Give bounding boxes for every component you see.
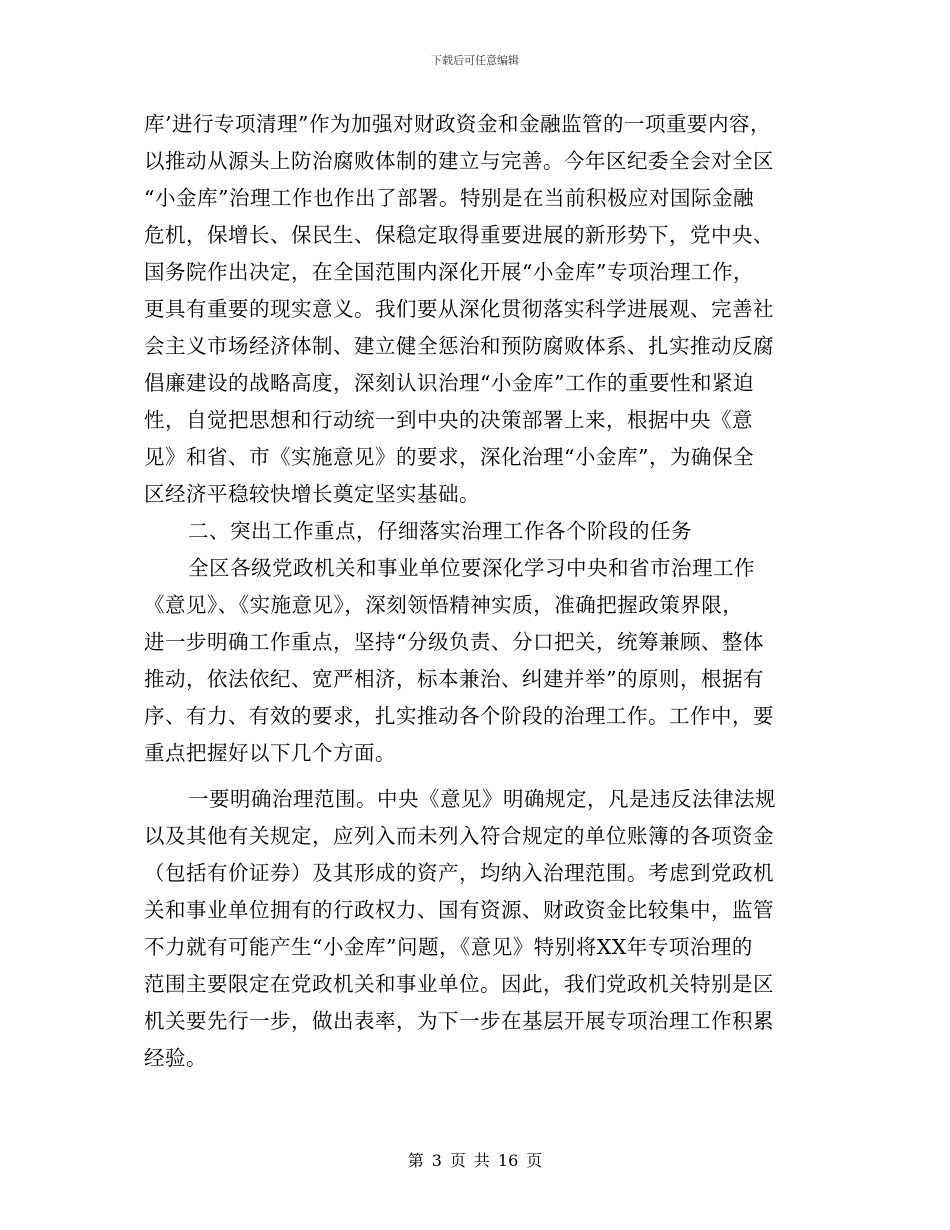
footer-suffix: 页 [526,1151,543,1170]
text-line: 进一步明确工作重点，坚持“分级负责、分口把关，统筹兼顾、整体 [144,630,764,654]
text-line: 重点把握好以下几个方面。 [144,741,396,765]
paragraph-start: 一要明确治理范围。中央《意见》明确规定，凡是违反法律法规 [188,787,776,811]
text-line: 会主义市场经济体制、建立健全惩治和预防腐败体系、扎实推动反腐 [144,334,774,358]
text-line: 机关要先行一步，做出表率，为下一步在基层开展专项治理工作积累 [144,1009,774,1033]
current-page-number: 3 [431,1151,442,1170]
text-line: 序、有力、有效的要求，扎实推动各个阶段的治理工作。工作中，要 [144,704,774,728]
text-line: （包括有价证券）及其形成的资产，均纳入治理范围。考虑到党政机 [144,861,774,885]
text-line: 不力就有可能产生“小金库”问题，《意见》特别将XX年专项治理的 [144,935,753,959]
text-line: 推动，依法依纪、宽严相济，标本兼治、纠建并举”的原则，根据有 [144,667,764,691]
page-header: 下载后可任意编辑 [431,54,519,67]
text-line: 更具有重要的现实意义。我们要从深化贯彻落实科学进展观、完善社 [144,297,774,321]
text-line: “小金库”治理工作也作出了部署。特别是在当前积极应对国际金融 [144,186,754,210]
section-heading: 二、突出工作重点，仔细落实治理工作各个阶段的任务 [188,519,692,543]
text-line: 见》和省、市《实施意见》的要求，深化治理“小金库”，为确保全 [144,445,754,469]
paragraph-start: 全区各级党政机关和事业单位要深化学习中央和省市治理工作 [188,556,755,580]
document-body [144,106,810,1077]
text-line: 危机，保增长、保民生、保稳定取得重要进展的新形势下，党中央、 [144,223,774,247]
page-footer [0,1148,950,1171]
text-line: 《意见》、《实施意见》，深刻领悟精神实质，准确把握政策界限， [144,593,744,617]
footer-total-label: 共 [473,1151,490,1170]
text-line: 范围主要限定在党政机关和事业单位。因此，我们党政机关特别是区 [144,972,774,996]
footer-prefix: 第 [407,1151,424,1170]
text-line: 区经济平稳较快增长奠定坚实基础。 [144,482,480,506]
text-line: 库’进行专项清理”作为加强对财政资金和金融监管的一项重要内容， [144,112,771,136]
text-line: 国务院作出决定，在全国范围内深化开展“小金库”专项治理工作， [144,260,754,284]
text-line: 经验。 [144,1046,207,1070]
text-line: 关和事业单位拥有的行政权力、国有资源、财政资金比较集中，监管 [144,898,774,922]
text-line: 倡廉建设的战略高度，深刻认识治理“小金库”工作的重要性和紧迫 [144,371,754,395]
total-pages-number: 16 [497,1151,519,1170]
text-line: 以推动从源头上防治腐败体制的建立与完善。今年区纪委全会对全区 [144,149,774,173]
footer-page-label: 页 [449,1151,466,1170]
text-line: 以及其他有关规定，应列入而未列入符合规定的单位账簿的各项资金 [144,824,774,848]
paragraph-spacer [144,772,810,781]
text-line: 性，自觉把思想和行动统一到中央的决策部署上来，根据中央《意 [144,408,753,432]
